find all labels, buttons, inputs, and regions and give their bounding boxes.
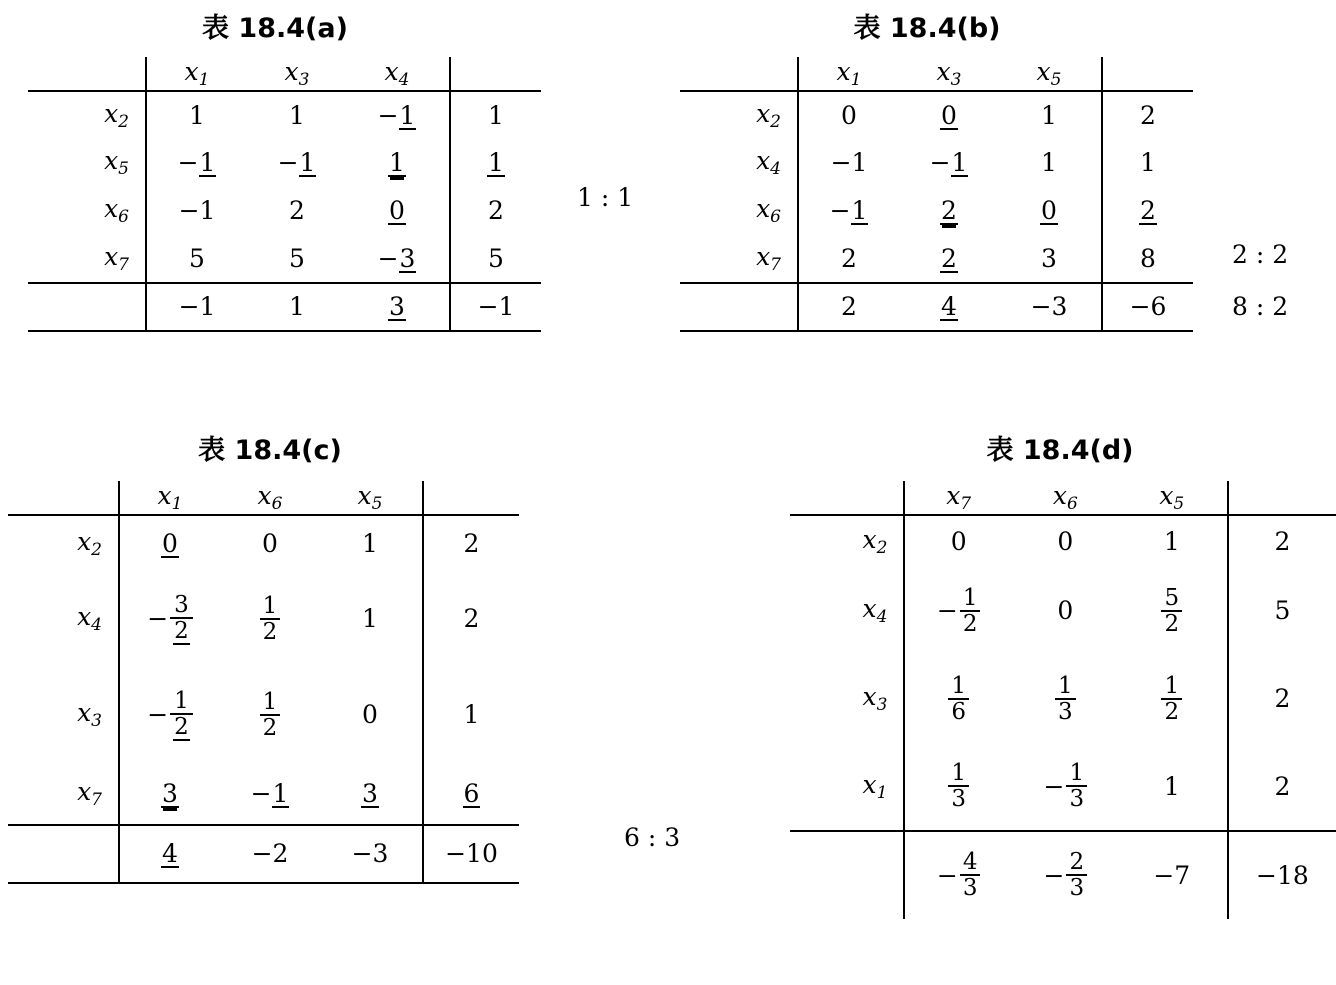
table-header-row xyxy=(8,481,519,515)
col-header-corner xyxy=(680,57,795,91)
col-header-cell: $x_1$ xyxy=(119,481,220,515)
cell: 0 xyxy=(1057,596,1074,626)
cell-rhs: 1 xyxy=(488,148,504,178)
caption-a: 表 18.4(a) xyxy=(202,13,348,44)
cell: 0 xyxy=(262,528,278,558)
caption-b: 表 18.4(b) xyxy=(853,13,1001,44)
cell: 4 xyxy=(119,825,220,883)
cell-rhs: 2 xyxy=(463,528,480,558)
cell-rhs: 5 xyxy=(1274,596,1291,626)
row-label: $x_6$ xyxy=(104,194,129,228)
cell: 0 xyxy=(950,526,967,556)
col-header-cell: $x_3$ xyxy=(247,57,347,91)
row-label: $x_7$ xyxy=(28,235,143,283)
cell: 5 xyxy=(146,235,247,283)
objective-row xyxy=(8,825,519,883)
cell: − $\frac{4}{3}$ xyxy=(904,831,1012,919)
row-label: $x_4$ xyxy=(77,602,102,636)
table-panel-d xyxy=(790,428,1336,919)
cell-rhs: 2 xyxy=(463,604,480,634)
table-row xyxy=(680,235,1193,283)
annotation-ratio-c-d: 6 : 3 xyxy=(624,823,681,852)
cell: −1 xyxy=(178,196,216,226)
cell: −3 xyxy=(347,235,447,283)
table-row xyxy=(28,139,541,187)
cell: 2 xyxy=(941,196,957,226)
table-row xyxy=(790,515,1336,567)
cell: $\frac{1}{2}$ xyxy=(1119,655,1225,743)
cell: 3 xyxy=(347,283,447,331)
col-header-cell: $x_5$ xyxy=(999,57,1099,91)
row-label: $x_3$ xyxy=(77,698,102,732)
cell-rhs: 6 xyxy=(423,763,519,825)
annotation-ratio-b-1: 2 : 2 xyxy=(1232,240,1289,269)
cell: 0 xyxy=(1041,196,1057,226)
col-header-rhs xyxy=(1228,481,1336,515)
table-header-row xyxy=(680,57,1193,91)
cell: 0 xyxy=(941,100,957,130)
cell: − $\frac{1}{2}$ xyxy=(119,667,220,763)
col-header-cell: $x_5$ xyxy=(320,481,420,515)
cell: −7 xyxy=(1153,860,1191,890)
table-row xyxy=(8,515,519,571)
cell: 1 xyxy=(362,528,378,558)
cell: −1 xyxy=(277,148,316,178)
col-header-rhs xyxy=(1102,57,1193,91)
row-label: $x_7$ xyxy=(680,235,795,283)
cell: 1 xyxy=(247,283,347,331)
caption-d: 表 18.4(d) xyxy=(986,435,1134,466)
cell-rhs: 2 xyxy=(1140,100,1156,130)
cell-rhs: −10 xyxy=(423,825,519,883)
table-panel-c xyxy=(0,428,540,884)
cell: −2 xyxy=(220,825,320,883)
table-row xyxy=(8,763,519,825)
cell-rhs: 8 xyxy=(1102,235,1193,283)
table-row xyxy=(8,667,519,763)
cell: 1 xyxy=(1041,100,1057,130)
cell-rhs: −1 xyxy=(450,283,541,331)
col-header-cell: $x_3$ xyxy=(899,57,999,91)
objective-row xyxy=(680,283,1193,331)
objective-row xyxy=(28,283,541,331)
cell: $\frac{1}{3}$ xyxy=(904,743,1012,831)
cell-rhs: 1 xyxy=(1140,148,1156,178)
row-label: $x_5$ xyxy=(104,146,129,180)
cell-rhs: −18 xyxy=(1256,860,1309,890)
caption-c: 表 18.4(c) xyxy=(198,435,342,466)
cell: $\frac{1}{2}$ xyxy=(220,571,320,667)
cell: 3 xyxy=(320,763,420,825)
cell: $\frac{1}{6}$ xyxy=(904,655,1012,743)
table-row xyxy=(8,571,519,667)
cell: −1 xyxy=(929,148,968,178)
cell: 1 xyxy=(1041,148,1057,178)
cell: 2 xyxy=(798,235,899,283)
cell: 2 xyxy=(289,196,305,226)
col-header-rhs xyxy=(450,57,541,91)
col-header-cell: $x_7$ xyxy=(904,481,1012,515)
table-row xyxy=(680,139,1193,187)
cell-rhs: 2 xyxy=(1228,743,1336,831)
col-header-rhs xyxy=(423,481,519,515)
cell: 0 xyxy=(162,528,178,558)
row-label: $x_3$ xyxy=(862,682,888,716)
table-header-row xyxy=(790,481,1336,515)
cell: 0 xyxy=(1057,526,1074,556)
col-header-cell: $x_6$ xyxy=(220,481,320,515)
col-header-corner xyxy=(8,481,116,515)
table-row xyxy=(680,91,1193,139)
col-header-cell: $x_1$ xyxy=(798,57,899,91)
cell: 1 xyxy=(389,148,405,178)
annotation-ratio-a-b: 1 : 1 xyxy=(577,183,634,212)
simplex-table-d xyxy=(790,481,1336,919)
row-label: $x_2$ xyxy=(77,526,102,560)
table-row xyxy=(28,91,541,139)
cell-rhs: 2 xyxy=(1274,526,1291,556)
cell: $\frac{1}{2}$ xyxy=(220,667,320,763)
table-row xyxy=(790,655,1336,743)
row-label: $x_7$ xyxy=(8,763,116,825)
table-row xyxy=(28,235,541,283)
objective-label xyxy=(28,283,143,331)
cell: 3 xyxy=(999,235,1099,283)
cell: 2 xyxy=(899,235,999,283)
cell: 2 xyxy=(798,283,899,331)
col-header-cell: $x_4$ xyxy=(347,57,447,91)
cell: −3 xyxy=(999,283,1099,331)
cell: $\frac{5}{2}$ xyxy=(1119,567,1225,655)
cell: 1 xyxy=(1163,526,1180,556)
cell: 0 xyxy=(389,196,405,226)
row-label: $x_2$ xyxy=(756,98,781,132)
col-header-corner xyxy=(28,57,143,91)
col-header-cell: $x_6$ xyxy=(1012,481,1119,515)
cell: 5 xyxy=(247,235,347,283)
cell-rhs: 2 xyxy=(488,196,504,226)
cell: −1 xyxy=(146,283,247,331)
cell: 1 xyxy=(1119,743,1225,831)
objective-row xyxy=(790,831,1336,919)
table-row xyxy=(680,187,1193,235)
cell: 3 xyxy=(119,763,220,825)
table-panel-a xyxy=(20,6,541,332)
annotation-ratio-b-2: 8 : 2 xyxy=(1232,292,1289,321)
row-label: $x_2$ xyxy=(104,98,129,132)
cell: − $\frac{1}{2}$ xyxy=(904,567,1012,655)
simplex-table-a xyxy=(28,57,541,332)
cell: −1 xyxy=(220,763,320,825)
cell: −1 xyxy=(177,148,216,178)
cell: 1 xyxy=(289,100,305,130)
cell-rhs: 5 xyxy=(450,235,541,283)
col-header-cell: $x_5$ xyxy=(1119,481,1225,515)
cell: 0 xyxy=(841,100,857,130)
cell: −1 xyxy=(829,196,868,226)
cell: 1 xyxy=(362,604,378,634)
table-row xyxy=(28,187,541,235)
cell: − $\frac{2}{3}$ xyxy=(1012,831,1119,919)
cell-rhs: −6 xyxy=(1102,283,1193,331)
row-label: $x_1$ xyxy=(790,743,901,831)
objective-label xyxy=(790,831,901,919)
cell: 0 xyxy=(362,700,378,730)
cell: $\frac{1}{3}$ xyxy=(1012,655,1119,743)
table-row xyxy=(790,743,1336,831)
cell-rhs: 1 xyxy=(463,700,480,730)
table-header-row xyxy=(28,57,541,91)
row-label: $x_4$ xyxy=(756,146,781,180)
simplex-table-c xyxy=(8,481,519,884)
col-header-corner xyxy=(790,481,901,515)
cell-rhs: 2 xyxy=(1274,684,1291,714)
table-panel-b xyxy=(672,6,1193,332)
cell: −1 xyxy=(377,100,416,130)
simplex-table-b xyxy=(680,57,1193,332)
cell: −3 xyxy=(320,825,420,883)
objective-label xyxy=(8,825,116,883)
cell: 4 xyxy=(899,283,999,331)
row-label: $x_6$ xyxy=(756,194,781,228)
table-row xyxy=(790,567,1336,655)
cell: − $\frac{3}{2}$ xyxy=(119,571,220,667)
cell-rhs: 1 xyxy=(488,100,504,130)
cell-rhs: 2 xyxy=(1140,196,1156,226)
cell: 1 xyxy=(189,100,205,130)
cell: − $\frac{1}{3}$ xyxy=(1012,743,1119,831)
cell: −1 xyxy=(830,148,868,178)
row-label: $x_4$ xyxy=(862,594,888,628)
objective-label xyxy=(680,283,795,331)
col-header-cell: $x_1$ xyxy=(146,57,247,91)
row-label: $x_2$ xyxy=(862,524,888,558)
